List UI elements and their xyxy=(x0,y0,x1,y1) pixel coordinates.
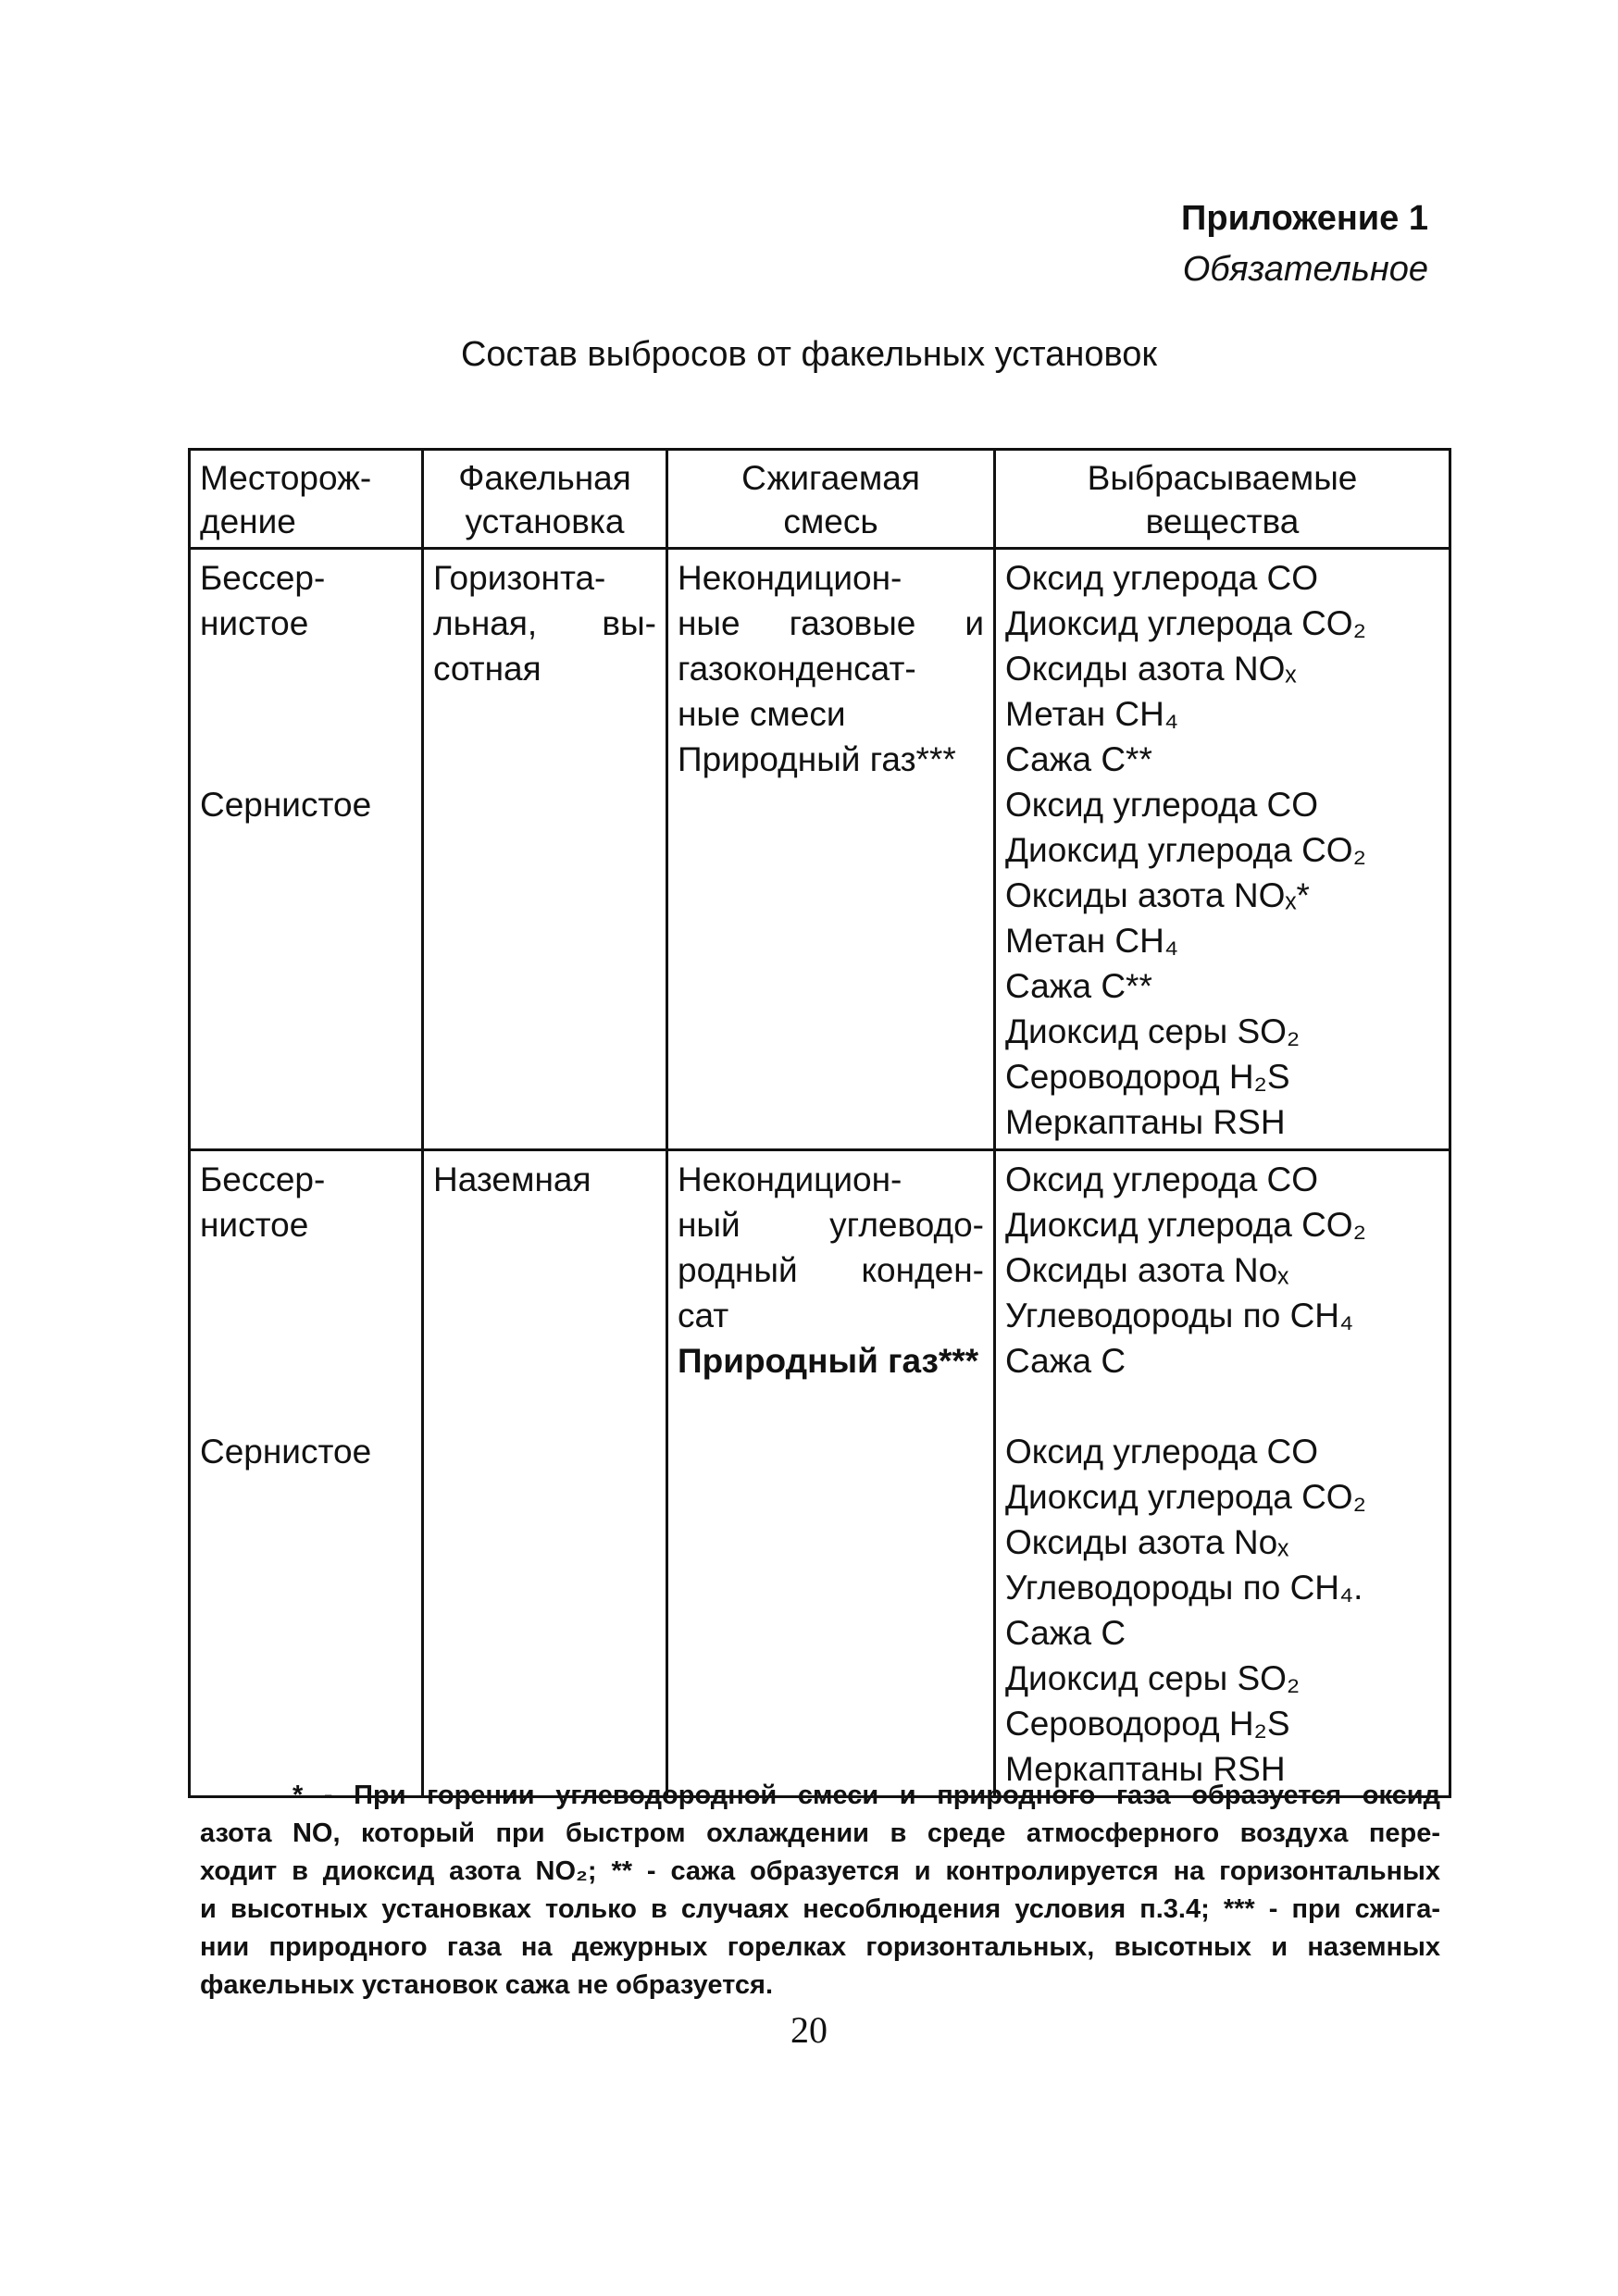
table-row xyxy=(190,549,1450,1150)
footnote-line: нии природного газа на дежурных горелках горизонтальных, высотных и наземных xyxy=(200,1932,1440,1962)
cell-installation: Наземная xyxy=(423,1150,667,1797)
cell-substances: Оксид углерода CO Диоксид углерода CO₂ Оксиды азота Noₓ Углеводороды по CH₄ Сажа C Оксид углерода CO Диоксид углерода CO₂ Оксиды азота Noₓ Углеводороды по CH₄. Сажа C Диоксид серы SO₂ Сероводород H₂S Меркаптаны RSH xyxy=(995,1150,1450,1797)
cell-mixture: Некондицион- ные газовые и газоконденсат- ные смеси Природный газ*** xyxy=(667,549,995,1150)
footnote-line: азота NO, который при быстром охлаждении в среде атмосферного воздуха пере- xyxy=(200,1818,1440,1848)
table-row xyxy=(190,1150,1450,1797)
document-title: Состав выбросов от факельных установок xyxy=(460,335,1157,374)
footnote-line: * - При горении углеводородной смеси и природного газа образуется оксид xyxy=(292,1781,1440,1810)
emissions-table xyxy=(188,448,1451,1798)
footnote-line: ходит в диоксид азота NO₂; ** - сажа образуется и контролируется на горизонтальных xyxy=(200,1856,1440,1886)
footnote xyxy=(200,1777,1440,2004)
cell-installation: Горизонта- льная, вы- сотная xyxy=(423,549,667,1150)
appendix-title: Приложение 1 xyxy=(1181,199,1428,238)
footnote-line: и высотных установках только в случаях несоблюдения условия п.3.4; *** - при сжига- xyxy=(200,1894,1440,1924)
header-mixture: Сжигаемая смесь xyxy=(667,450,995,549)
appendix-status: Обязательное xyxy=(1182,250,1428,289)
cell-deposit: Бессер- нистое Сернистое xyxy=(190,549,423,1150)
header-deposit: Месторож- дение xyxy=(190,450,423,549)
page-number: 20 xyxy=(790,2009,828,2051)
cell-deposit: Бессер- нистое Сернистое xyxy=(190,1150,423,1797)
footnote-line: факельных установок сажа не образуется. xyxy=(200,1970,774,2000)
cell-substances: Оксид углерода CO Диоксид углерода CO₂ Оксиды азота NOₓ Метан CH₄ Сажа C** Оксид углерода CO Диоксид углерода CO₂ Оксиды азота NOₓ* Метан CH₄ Сажа C** Диоксид серы SO₂ Сероводород H₂S Меркаптаны RSH xyxy=(995,549,1450,1150)
table-header-row xyxy=(190,450,1450,549)
cell-mixture: Некондицион- ный углеводо- родный конден- сат Природный газ*** xyxy=(667,1150,995,1797)
header-installation: Факельная установка xyxy=(423,450,667,549)
header-substances: Выбрасываемые вещества xyxy=(995,450,1450,549)
